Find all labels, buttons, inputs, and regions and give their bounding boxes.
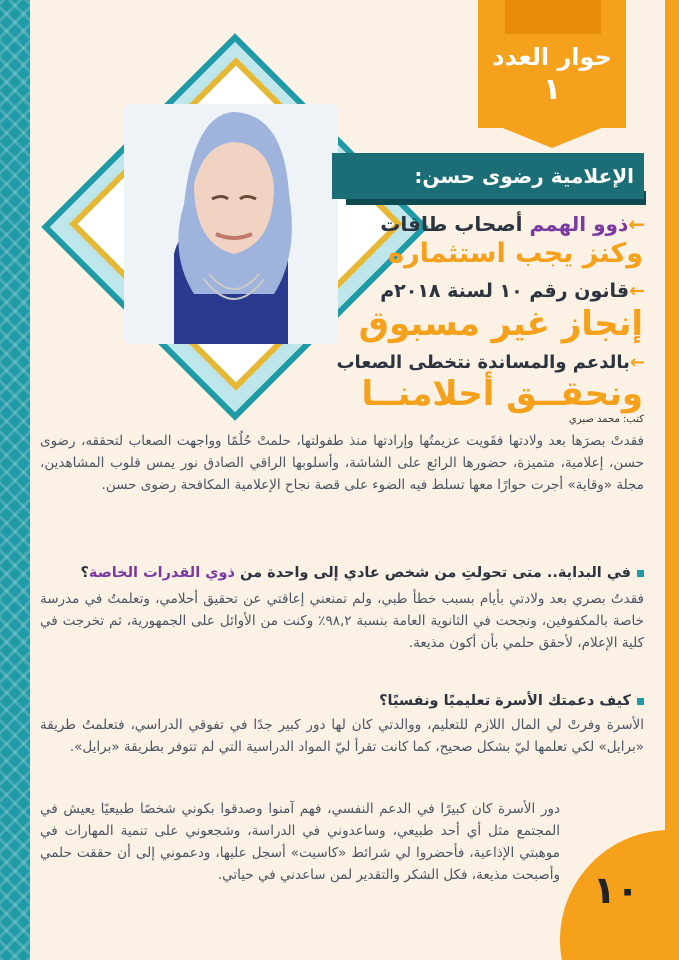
portrait-frame	[82, 60, 380, 376]
interviewee-banner: الإعلامية رضوى حسن:	[332, 153, 644, 199]
decorative-left-strip	[0, 0, 30, 960]
page-number: ١٠	[592, 868, 640, 912]
question-1	[40, 562, 644, 584]
answer-3: دور الأسرة كان كبيرًا في الدعم النفسي، فهم آمنوا وصدقوا بكوني شخصًا طبيعيًا يعيش في المجتمع مثل أي أحد طبيعي، وساعدوني في الدراسة، وشجعوني على تنمية المهارات في موهبتي الإذاعية، فأحضروا لي شرائط «كاسيت» أسجل عليها، ودعموني إلى أن حققت حلمي وأصبحت مذيعة، فكل الشكر والتقدير لمن ساعدني في حياتي.	[40, 801, 560, 883]
headline-6: ونحقــق أحلامنــا	[361, 374, 643, 414]
badge-tab	[505, 0, 601, 34]
square-bullet-icon	[637, 570, 644, 577]
headline-1-text: أصحاب طاقات	[380, 212, 530, 236]
portrait-illustration	[124, 104, 338, 344]
arrow-left-icon: ←	[628, 212, 645, 236]
badge-tip	[478, 118, 626, 148]
headline-2: وكنز يجب استثماره	[388, 238, 643, 269]
arrow-left-icon: ←	[629, 352, 645, 373]
byline: كتب: محمد صبري	[568, 414, 644, 425]
intro-paragraph: فقدتْ بصرَها بعد ولادتها فقَويت عزيمتُها وإرادتها منذ طفولتها، حلمتْ حُلُمًا وواجهت الصعاب لتحققه، رضوى حسن، إعلامية، متميزة، حضورها الرائع على الشاشة، وأسلوبها الراقي الصادق نور يمس قلوب المشاهدين، مجلة «وقاية» أجرت حوارًا معها تسلط فيه الضوء على قصة نجاح الإعلامية المكافحة رضوى حسن.	[40, 433, 644, 493]
question-1-end: ؟	[80, 565, 89, 581]
headline-1	[380, 212, 645, 236]
answer-1: فقدتُ بصري بعد ولادتي بأيام بسبب خطأ طبي، ولم تمنعني إعاقتي عن تحقيق أحلامي، وتعلمتُ في مدرسة خاصة بالمكفوفين، ونجحت في الثانوية العامة بنسبة ٩٨,٢٪ وكنت من الأوائل على الجمهورية، ثم تخرجت في كلية الإعلام، لأحقق حلمي بأن أكون مذيعة.	[40, 591, 645, 651]
headline-3-text: قانون رقم ١٠ لسنة ٢٠١٨م	[380, 280, 630, 302]
question-2-text: كيف دعمتك الأسرة تعليميًا ونفسيًا؟	[379, 693, 631, 709]
decorative-right-strip	[665, 0, 679, 960]
square-bullet-icon	[637, 698, 644, 705]
question-1-accent: ذوي القدرات الخاصة	[88, 565, 235, 581]
headline-5-text: بالدعم والمساندة نتخطى الصعاب	[336, 352, 630, 373]
question-2	[40, 690, 644, 712]
arrow-left-icon: ←	[629, 280, 645, 302]
portrait-photo	[124, 104, 338, 344]
headline-5	[336, 352, 645, 373]
question-1-text: في البداية.. متى تحولتِ من شخص عادي إلى واحدة من	[234, 565, 631, 581]
badge-text	[478, 42, 626, 108]
headline-4: إنجاز غير مسبوق	[358, 304, 643, 344]
badge-title: حوار العدد	[492, 43, 612, 71]
headline-3	[380, 280, 645, 302]
answer-2: الأسرة وفرتْ لي المال اللازم للتعليم، ووالدتي كان لها دور كبير جدًا في تفوقي الدراسي، فتعلمتُ طريقة «برايل» لكي تعلمها ليّ بشكل صحيح، كما كانت تقرأ ليّ المواد الدراسية التي لم تتوفر بطريقة «برايل».	[40, 717, 644, 755]
headline-1-accent: ذوو الهمم	[529, 212, 629, 236]
badge-number: ١	[542, 72, 562, 107]
